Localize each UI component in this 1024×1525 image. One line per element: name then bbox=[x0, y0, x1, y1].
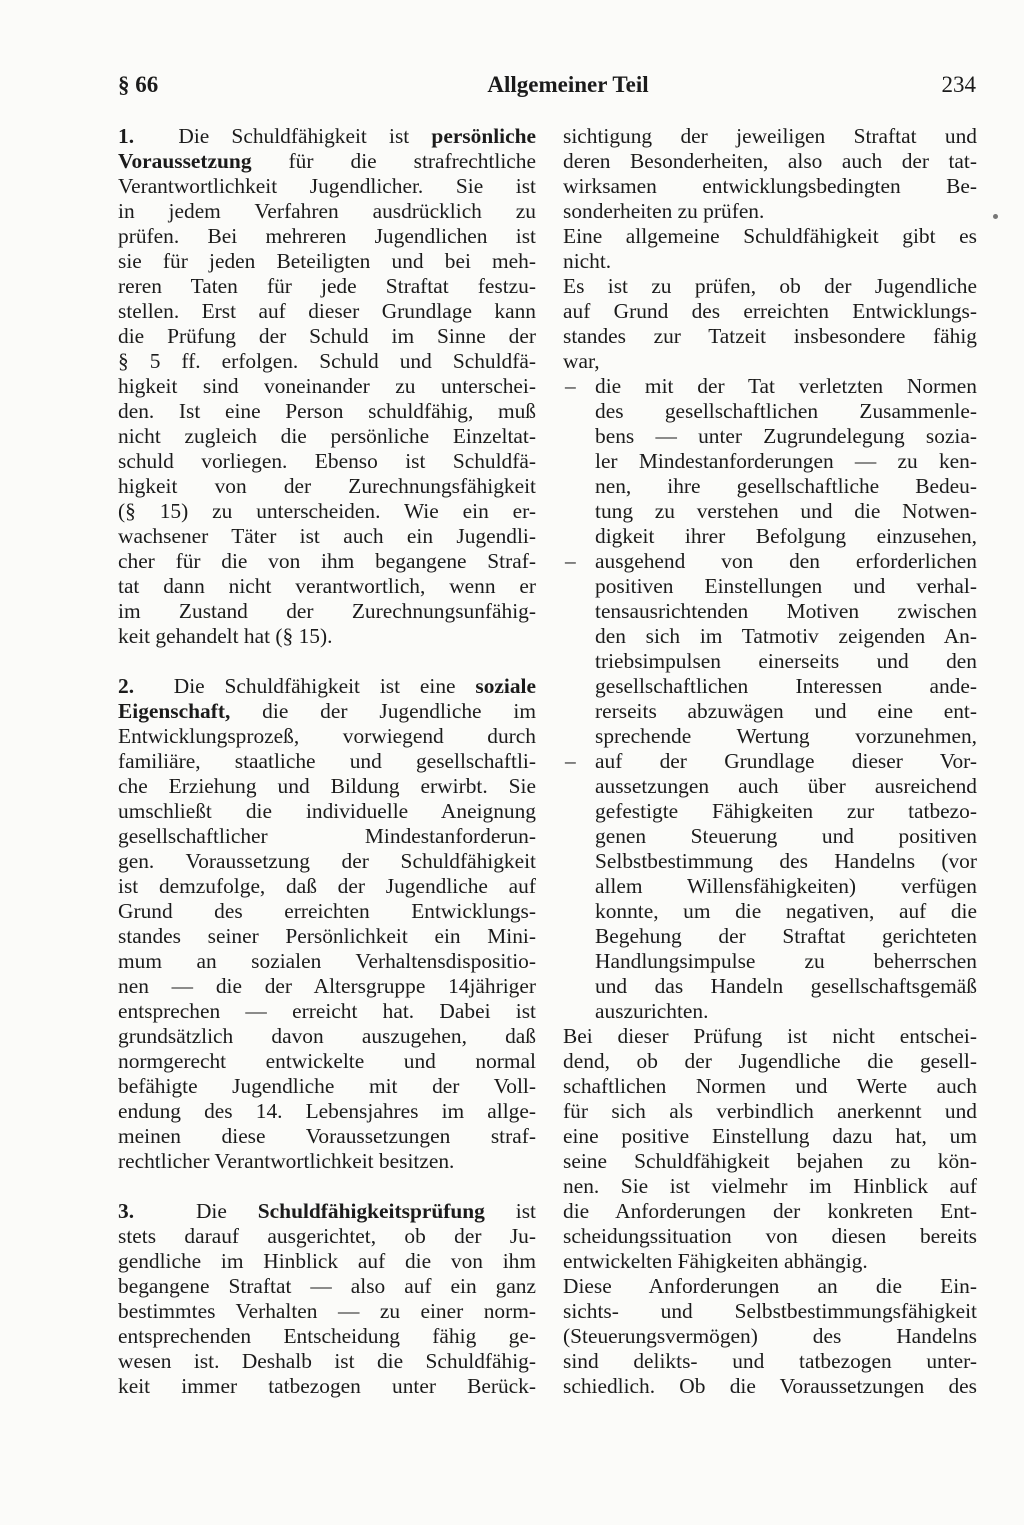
right_column-line: entwickelten Fähigkeiten abhängig. bbox=[563, 1249, 868, 1273]
left_column-line: den. Ist eine Person schuldfähig, muß bbox=[118, 399, 536, 423]
right_column-line: für sich als verbindlich anerkennt und bbox=[563, 1099, 977, 1123]
right_column-line: schiedlich. Ob die Voraussetzungen des bbox=[563, 1374, 977, 1398]
right_column-line: seine Schuldfähigkeit bejahen zu kön- bbox=[563, 1149, 977, 1173]
right_column-line: dend, ob der Jugendliche die gesell- bbox=[563, 1049, 977, 1073]
right_column-line: sonderheiten zu prüfen. bbox=[563, 199, 765, 223]
right_column-line: triebsimpulsen einerseits und den bbox=[595, 649, 977, 673]
right_column-line: Handlungsimpulse zu beherrschen bbox=[595, 949, 977, 973]
left_column-line: sie für jeden Beteiligten und bei meh- bbox=[118, 249, 536, 273]
right_column-line: tensausrichtenden Motiven zwischen bbox=[595, 599, 977, 623]
left_column-line: Voraussetzung für die strafrechtliche bbox=[118, 149, 536, 173]
left_column-line: umschließt die individuelle Aneignung bbox=[118, 799, 536, 823]
left_column-line: 1. Die Schuldfähigkeit ist persönliche bbox=[118, 124, 536, 148]
left_column-line: Verantwortlichkeit Jugendlicher. Sie ist bbox=[118, 174, 536, 198]
right_column-line: sprechende Wertung vorzunehmen, bbox=[595, 724, 977, 748]
left_column-line: mum an sozialen Verhaltensdispositio- bbox=[118, 949, 536, 973]
left_column-line: tat dann nicht verantwortlich, wenn er bbox=[118, 574, 536, 598]
right_column-line: sichtigung der jeweiligen Straftat und bbox=[563, 124, 977, 148]
page-header bbox=[118, 72, 978, 108]
left_column-line: standes seiner Persönlichkeit ein Mini- bbox=[118, 924, 536, 948]
right_column-line: auf Grund des erreichten Entwicklungs- bbox=[563, 299, 977, 323]
right_column-line: konnte, um die negativen, auf die bbox=[595, 899, 977, 923]
right_column-line: rerseits abzuwägen und eine ent- bbox=[595, 699, 977, 723]
right_column-line: Begehung der Straftat gerichteten bbox=[595, 924, 977, 948]
left_column-line: begangene Straftat — also auf ein ganz bbox=[118, 1274, 536, 1298]
right_column-line: aussetzungen auch über ausreichend bbox=[595, 774, 977, 798]
left_column-line: Eigenschaft, die der Jugendliche im bbox=[118, 699, 536, 723]
left_column-line: familiäre, staatliche und gesellschaftli- bbox=[118, 749, 536, 773]
left_column-line: Grund des erreichten Entwicklungs- bbox=[118, 899, 536, 923]
left_column-line: endung des 14. Lebensjahres im allge- bbox=[118, 1099, 536, 1123]
right_column-line: – auf der Grundlage dieser Vor- bbox=[563, 749, 977, 774]
left_column-line: 2. Die Schuldfähigkeit ist eine soziale bbox=[118, 674, 536, 698]
right_column-line: auszurichten. bbox=[595, 999, 709, 1023]
right_column-line: ler Mindestanforderungen — zu ken- bbox=[595, 449, 977, 473]
left_column-line: im Zustand der Zurechnungsunfähig- bbox=[118, 599, 536, 623]
paragraph-gap bbox=[118, 1174, 536, 1199]
left_column-line: gendliche im Hinblick auf die von ihm bbox=[118, 1249, 536, 1273]
right_column-line: die Anforderungen der konkreten Ent- bbox=[563, 1199, 977, 1223]
paragraph-gap bbox=[118, 649, 536, 674]
right_column-line: war, bbox=[563, 349, 600, 373]
right_column-line: nen. Sie ist vielmehr im Hinblick auf bbox=[563, 1174, 977, 1198]
right_column-line: und das Handeln gesellschaftsgemäß bbox=[595, 974, 977, 998]
right_column-line: Diese Anforderungen an die Ein- bbox=[563, 1274, 977, 1298]
right_column-line: digkeit ihrer Befolgung einzusehen, bbox=[595, 524, 977, 548]
right_column-line: genen Steuerung und positiven bbox=[595, 824, 977, 848]
left_column-line: wachsener Täter ist auch ein Jugendli- bbox=[118, 524, 536, 548]
left_column-line: befähigte Jugendliche mit der Voll- bbox=[118, 1074, 536, 1098]
margin-speck bbox=[993, 214, 998, 219]
right_column-line: Bei dieser Prüfung ist nicht entschei- bbox=[563, 1024, 977, 1048]
right_column-line: deren Besonderheiten, also auch der tat- bbox=[563, 149, 977, 173]
left_column-line: bestimmtes Verhalten — zu einer norm- bbox=[118, 1299, 536, 1323]
left_column-line: higkeit sind voneinander zu unterschei- bbox=[118, 374, 536, 398]
left_column-line: entsprechenden Entscheidung fähig ge- bbox=[118, 1324, 536, 1348]
right_column-line: – ausgehend von den erforderlichen bbox=[563, 549, 977, 574]
right_column-line: standes zur Tatzeit insbesondere fähig bbox=[563, 324, 977, 348]
left_column-line: higkeit von der Zurechnungsfähigkeit bbox=[118, 474, 536, 498]
right_column-line: wirksamen entwicklungsbedingten Be- bbox=[563, 174, 977, 198]
right_column-line: des gesellschaftlichen Zusammenle- bbox=[595, 399, 977, 423]
right-text-column bbox=[563, 124, 977, 1399]
running-title: Allgemeiner Teil bbox=[487, 72, 649, 97]
right_column-line: scheidungssituation von diesen bereits bbox=[563, 1224, 977, 1248]
right_column-line: gefestigte Fähigkeiten zur tatbezo- bbox=[595, 799, 977, 823]
left_column-line: stets darauf ausgerichtet, ob der Ju- bbox=[118, 1224, 536, 1248]
right_column-line: nen, ihre gesellschaftliche Bedeu- bbox=[595, 474, 977, 498]
right_column-line: Es ist zu prüfen, ob der Jugendliche bbox=[563, 274, 977, 298]
left_column-line: § 5 ff. erfolgen. Schuld und Schuldfä- bbox=[118, 349, 536, 373]
left_column-line: rechtlicher Verantwortlichkeit besitzen. bbox=[118, 1149, 455, 1173]
left_column-line: nicht zugleich die persönliche Einzeltat- bbox=[118, 424, 536, 448]
left_column-line: in jedem Verfahren ausdrücklich zu bbox=[118, 199, 536, 223]
right_column-line: sind delikts- und tatbezogen unter- bbox=[563, 1349, 977, 1373]
right_column-line: sichts- und Selbstbestimmungsfähigkeit bbox=[563, 1299, 977, 1323]
right_column-line: eine positive Einstellung dazu hat, um bbox=[563, 1124, 977, 1148]
left_column-line: schuld vorliegen. Ebenso ist Schuldfä- bbox=[118, 449, 536, 473]
left_column-line: stellen. Erst auf dieser Grundlage kann bbox=[118, 299, 536, 323]
right_column-line: nicht. bbox=[563, 249, 612, 273]
left_column-line: entsprechen — erreicht hat. Dabei ist bbox=[118, 999, 536, 1023]
right_column-line: positiven Einstellungen und verhal- bbox=[595, 574, 977, 598]
left_column-line: 3. Die Schuldfähigkeitsprüfung ist bbox=[118, 1199, 536, 1223]
left_column-line: keit immer tatbezogen unter Berück- bbox=[118, 1374, 536, 1398]
page-number: 234 bbox=[941, 72, 976, 97]
left_column-line: reren Taten für jede Straftat festzu- bbox=[118, 274, 536, 298]
left_column-line: keit gehandelt hat (§ 15). bbox=[118, 624, 333, 648]
left_column-line: ist demzufolge, daß der Jugendliche auf bbox=[118, 874, 536, 898]
left_column-line: die Prüfung der Schuld im Sinne der bbox=[118, 324, 536, 348]
left_column-line: cher für die von ihm begangene Straf- bbox=[118, 549, 536, 573]
left_column-line: gen. Voraussetzung der Schuldfähigkeit bbox=[118, 849, 536, 873]
left_column-line: nen — die der Altersgruppe 14jähriger bbox=[118, 974, 536, 998]
left_column-line: wesen ist. Deshalb ist die Schuldfähig- bbox=[118, 1349, 536, 1373]
left_column-line: che Erziehung und Bildung erwirbt. Sie bbox=[118, 774, 536, 798]
right_column-line: schaftlichen Normen und Werte auch bbox=[563, 1074, 977, 1098]
left-text-column bbox=[118, 124, 536, 1399]
left_column-line: grundsätzlich davon auszugehen, daß bbox=[118, 1024, 536, 1048]
left_column-line: prüfen. Bei mehreren Jugendlichen ist bbox=[118, 224, 536, 248]
right_column-line: – die mit der Tat verletzten Normen bbox=[563, 374, 977, 399]
right_column-line: Selbstbestimmung des Handelns (vor bbox=[595, 849, 977, 873]
right_column-line: bens — unter Zugrundelegung sozia- bbox=[595, 424, 977, 448]
right_column-line: den sich im Tatmotiv zeigenden An- bbox=[595, 624, 977, 648]
left_column-line: normgerecht entwickelte und normal bbox=[118, 1049, 536, 1073]
left_column-line: Entwicklungsprozeß, vorwiegend durch bbox=[118, 724, 536, 748]
right_column-line: tung zu verstehen und die Notwen- bbox=[595, 499, 977, 523]
section-number: § 66 bbox=[118, 72, 159, 97]
right_column-line: allem Willensfähigkeiten) verfügen bbox=[595, 874, 977, 898]
right_column-line: (Steuerungsvermögen) des Handelns bbox=[563, 1324, 977, 1348]
left_column-line: (§ 15) zu unterscheiden. Wie ein er- bbox=[118, 499, 536, 523]
right_column-line: gesellschaftlichen Interessen ande- bbox=[595, 674, 977, 698]
left_column-line: gesellschaftlicher Mindestanforderun- bbox=[118, 824, 536, 848]
right_column-line: Eine allgemeine Schuldfähigkeit gibt es bbox=[563, 224, 977, 248]
left_column-line: meinen diese Voraussetzungen straf- bbox=[118, 1124, 536, 1148]
